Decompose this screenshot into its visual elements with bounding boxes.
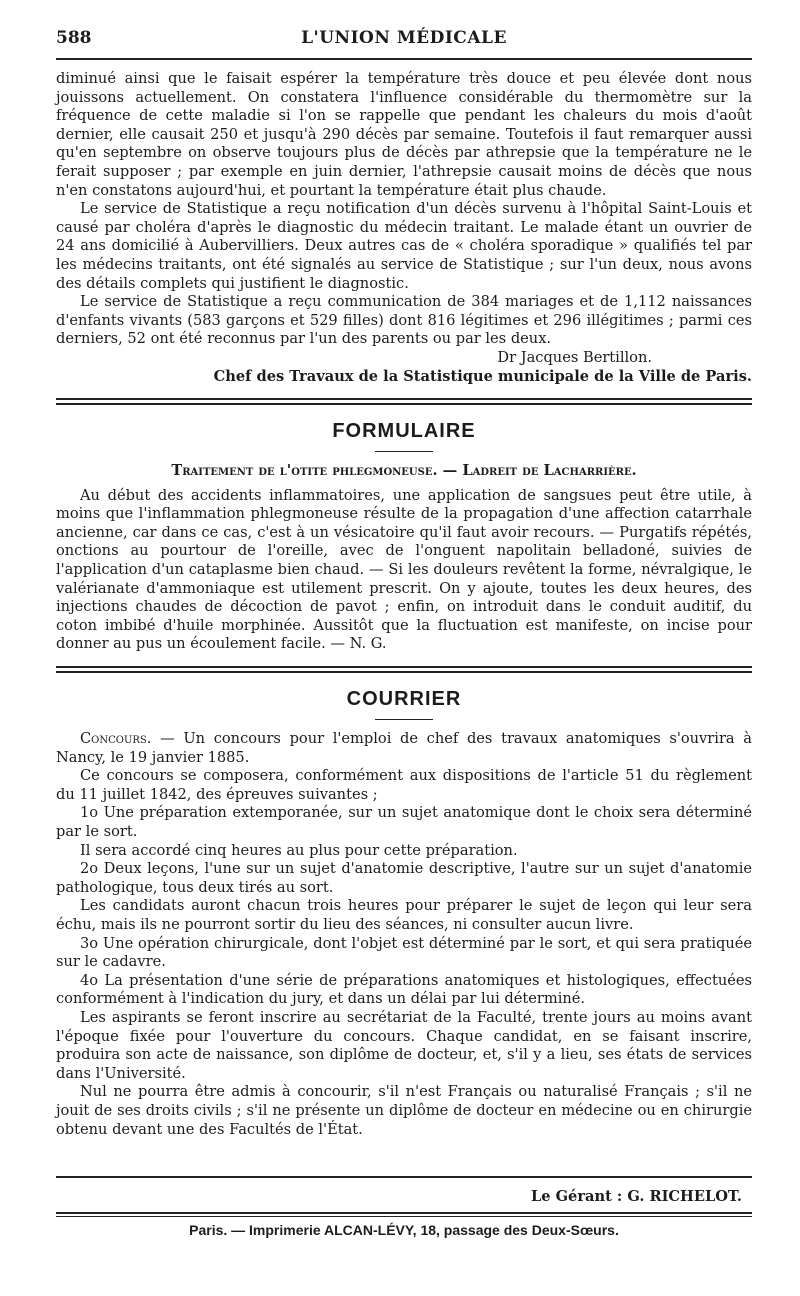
courrier-paragraph: Ce concours se composera, conformément aux dispositions de l'article 51 du règlement du 11 juillet 1842, des épreuves suivantes ; <box>56 767 752 803</box>
courrier-heading: COURRIER <box>346 688 462 711</box>
heading-underline <box>375 719 433 720</box>
signature-title: Chef des Travaux de la Statistique municipale de la Ville de Paris. <box>213 367 752 385</box>
courrier-paragraph: 3o Une opération chirurgicale, dont l'objet est déterminé par le sort, et qui sera pratiquée sur le cadavre. <box>56 934 752 971</box>
formulaire-text: Au début des accidents inflammatoires, une application de sangsues peut être utile, à moins que l'inflammation phlegmoneuse résulte de la propagation d'une affection catarrhale ancienne, car dans ce cas, c'est à un vésicatoire qu'il faut avoir recours. — Purgatifs répétés, onctions au pourtour de l'oreille, avec de l'onguent napolitain belladoné, suivies de l'application d'un cataplasme bien chaud. — Si les douleurs revêtent la forme, névralgique, le valérianate d'ammoniaque est utilement prescrit. On y ajoute, toutes les deux heures, des injections chaudes de décoction de pavot ; enfin, on introduit dans le conduit auditif, du coton imbibé d'huile morphinée. Aussitôt que la fluctuation est manifeste, on incise pour donner au pus un écoulement facile. — N. G. <box>56 486 752 653</box>
intro-paragraph-1: diminué ainsi que le faisait espérer la température très douce et peu élevée dont nous jouissons actuellement. On constatera l'influence considérable du thermomètre sur la fréquence de cette maladie si l'on se rappelle que pendant les chaleurs du mois d'août dernier, elle causait 250 et jusqu'à 290 décès par semaine. Toutefois il faut remarquer aussi qu'en septembre on observe toujours plus de décès par athrepsie que la température ne le ferait supposer ; par exemple en juin dernier, l'athrepsie causait moins de décès que nous n'en constatons aujourd'hui, et pourtant la température était plus chaude. <box>56 70 752 199</box>
formulaire-subheading: Traitement de l'otite phlegmoneuse. — Ladreit de Lacharrière. <box>171 462 637 480</box>
courrier-paragraph: 2o Deux leçons, l'une sur un sujet d'anatomie descriptive, l'autre sur un sujet d'anatomie pathologique, tous deux tirés au sort. <box>56 860 752 896</box>
footer-rule <box>56 1176 752 1178</box>
courrier-paragraph: Les candidats auront chacun trois heures pour préparer le sujet de leçon qui leur sera échu, mais ils ne pourront sortir du lieu des séances, ni consulter aucun livre. <box>56 897 752 933</box>
formulaire-heading: FORMULAIRE <box>332 420 476 443</box>
section-divider <box>56 666 752 673</box>
courrier-paragraph: 4o La présentation d'une série de préparations anatomiques et histologiques, effectuées conformément à l'indication du jury, et dans un délai par lui déterminé. <box>56 971 752 1008</box>
article-body <box>56 70 752 1139</box>
section-divider <box>56 398 752 405</box>
page-header <box>56 22 752 52</box>
courrier-paragraph: Les aspirants se feront inscrire au secrétariat de la Faculté, trente jours au moins avant l'époque fixée pour l'ouverture du concours. Chaque candidat, en se faisant inscrire, produira son acte de naissance, son diplôme de docteur, et, s'il y a lieu, ses états de services dans l'Université. <box>56 1008 752 1082</box>
page-number: 588 <box>56 28 92 48</box>
heading-underline <box>375 451 433 452</box>
concours-label: Concours. <box>80 730 152 748</box>
courrier-paragraph: Il sera accordé cinq heures au plus pour cette préparation. <box>80 841 518 859</box>
journal-title: L'UNION MÉDICALE <box>301 28 507 48</box>
concours-text: — Un concours pour l'emploi de chef des travaux anatomiques s'ouvrira à Nancy, le 19 janvier 1885. <box>56 730 752 766</box>
gerant-signature: Le Gérant : G. RICHELOT. <box>530 1188 742 1205</box>
courrier-lead <box>56 730 752 767</box>
footer-double-rule <box>56 1212 752 1217</box>
intro-paragraph-2: Le service de Statistique a reçu notification d'un décès survenu à l'hôpital Saint-Louis et causé par choléra d'après le diagnostic du médecin traitant. Le malade étant un ouvrier de 24 ans domicilié à Aubervilliers. Deux autres cas de « choléra sporadique » qualifiés tel par les médecins traitants, ont été signalés au service de Statistique ; sur l'un deux, nous avons des détails complets qui justifient le diagnostic. <box>56 200 752 292</box>
signature-name: Dr Jacques Bertillon. <box>497 348 652 366</box>
courrier-paragraph: 1o Une préparation extemporanée, sur un sujet anatomique dont le choix sera déterminé par le sort. <box>56 804 752 840</box>
courrier-paragraph: Nul ne pourra être admis à concourir, s'il n'est Français ou naturalisé Français ; s'il ne jouit de ses droits civils ; s'il ne présente un diplôme de docteur en médecine ou en chirurgie obtenu devant une des Facultés de l'État. <box>56 1083 752 1138</box>
imprint-line: Paris. — Imprimerie ALCAN-LÉVY, 18, passage des Deux-Sœurs. <box>189 1222 619 1238</box>
intro-paragraph-3: Le service de Statistique a reçu communication de 384 mariages et de 1,112 naissances d'enfants vivants (583 garçons et 529 filles) dont 816 légitimes et 296 illégitimes ; parmi ces derniers, 52 ont été reconnus par l'un des parents ou par les deux. <box>56 293 752 348</box>
header-rule <box>56 58 752 60</box>
